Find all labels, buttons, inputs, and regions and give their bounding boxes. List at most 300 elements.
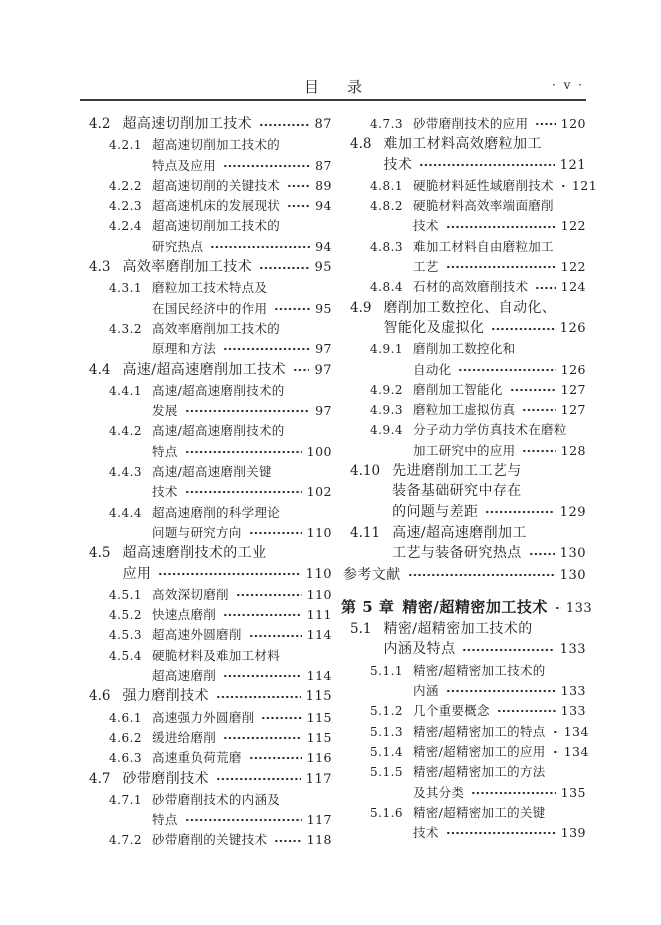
toc-entry-number: 4.7 <box>89 770 111 787</box>
toc-entry-number: 第 5 章 <box>341 597 395 616</box>
page-number: 128 <box>560 442 586 458</box>
toc-entry <box>341 701 586 721</box>
toc-entry-line <box>152 585 332 605</box>
toc-entry-title: 自动化 <box>413 361 452 377</box>
dot-leader <box>446 831 556 835</box>
page-number: 133 <box>565 600 593 616</box>
toc-entry <box>341 523 586 565</box>
toc-entry-number: 4.4.2 <box>109 424 143 439</box>
toc-entry-title: 高效率磨削加工技术 <box>122 259 253 276</box>
dot-leader <box>462 648 554 652</box>
toc-entry-title: 砂带磨削的关键技术 <box>152 832 268 848</box>
toc-entry <box>80 790 332 831</box>
toc-entry-number: 4.5.2 <box>109 608 143 623</box>
toc-entry-number: 4.2.1 <box>109 138 143 153</box>
toc-entry-line <box>152 196 332 216</box>
toc-entry-line <box>413 380 586 400</box>
toc-entry-line <box>122 564 332 585</box>
toc-entry-line <box>413 783 586 803</box>
toc-entry-number: 4.5.1 <box>109 587 143 602</box>
toc-entry-title: 磨粒加工技术特点及 <box>152 280 268 296</box>
page-number: 139 <box>560 825 586 841</box>
toc-entry-number: 5.1.2 <box>370 704 404 719</box>
toc-entry-title: 特点 <box>152 812 178 828</box>
toc-entry-title: 原理和方法 <box>152 341 217 357</box>
toc-entry <box>341 619 586 661</box>
toc-entry-number: 5.1.4 <box>370 744 404 759</box>
toc-entry-line <box>152 156 332 176</box>
toc-entry-number: 5.1.1 <box>370 663 404 678</box>
toc-entry-number: 4.11 <box>350 524 381 541</box>
toc-entry-line <box>152 401 332 421</box>
toc-entry <box>80 319 332 360</box>
toc-entry <box>80 176 332 196</box>
toc-entry-line <box>152 135 332 155</box>
toc-entry <box>341 461 586 523</box>
page-number: 110 <box>306 524 332 540</box>
toc-entry-title: 高速/超高速磨削关键 <box>152 464 272 480</box>
toc-entry-line <box>152 503 332 523</box>
toc-entry <box>80 585 332 605</box>
toc-entry-title: 砂带磨削技术的应用 <box>413 116 529 131</box>
toc-entry-line <box>152 830 332 850</box>
dot-leader <box>185 490 302 494</box>
page-title-char: 录 <box>347 78 363 96</box>
toc-entry-number: 4.5.4 <box>109 648 143 663</box>
toc-entry-title: 高效率磨削加工技术的 <box>152 320 281 336</box>
page-number: 97 <box>315 341 332 357</box>
dot-leader <box>446 265 556 269</box>
page-number: 117 <box>305 771 332 787</box>
toc-entry-line <box>152 339 332 359</box>
toc-entry-number: 4.2.4 <box>109 219 143 234</box>
page-number: 120 <box>560 116 586 131</box>
toc-entry-line <box>152 728 332 748</box>
toc-entry-line <box>383 155 586 176</box>
dot-leader <box>185 450 302 454</box>
dot-leader <box>223 736 302 740</box>
toc-entry-title: 高速强力外圆磨削 <box>152 709 255 725</box>
page-number: 87 <box>314 117 332 132</box>
page-number: 122 <box>560 218 586 234</box>
toc-entry-title: 硬脆材料延性域磨削技术 <box>413 177 554 193</box>
page-number: 133 <box>560 683 586 699</box>
page-number: 115 <box>306 729 332 745</box>
toc-entry <box>80 748 332 768</box>
page-number: 135 <box>560 784 586 800</box>
toc-entry-line <box>413 237 586 257</box>
toc-entry-title: 内涵及特点 <box>383 641 456 658</box>
toc-entry-number: 4.7.2 <box>109 833 143 848</box>
dot-leader <box>419 163 554 167</box>
toc-entry <box>80 421 332 462</box>
toc-entry-title: 研究热点 <box>152 238 204 254</box>
dot-leader <box>408 573 555 577</box>
toc-entry-line <box>413 661 586 681</box>
page-number: 121 <box>571 177 598 193</box>
toc-entry-title: 在国民经济中的作用 <box>152 300 268 316</box>
toc-entry-title: 特点 <box>152 443 178 459</box>
dot-leader <box>223 347 310 351</box>
toc-entry-title: 磨削加工智能化 <box>413 381 503 397</box>
toc-entry-line <box>152 237 332 257</box>
page-number: 114 <box>306 627 332 643</box>
toc-entry-title: 强力磨削技术 <box>122 688 209 705</box>
toc-columns <box>80 114 598 851</box>
toc-entry-title: 特点及应用 <box>152 157 217 173</box>
toc-entry <box>341 237 586 278</box>
toc-entry <box>80 686 332 707</box>
dot-leader <box>249 634 302 638</box>
toc-entry-line <box>383 134 586 154</box>
toc-entry-number: 5.1.5 <box>370 765 404 780</box>
toc-entry-title: 装备基础研究中存在 <box>392 483 522 500</box>
toc-entry <box>80 196 332 216</box>
page-number: 87 <box>315 157 332 173</box>
page-number: 115 <box>306 709 332 725</box>
toc-entry-title: 超高速切削加工技术的 <box>152 218 281 234</box>
toc-entry-line <box>122 769 332 790</box>
toc-entry-number: 4.6.2 <box>109 730 143 745</box>
toc-entry-title: 难加工材料自由磨粒加工 <box>413 238 554 254</box>
dot-leader <box>216 777 301 781</box>
toc-entry-number: 4.4 <box>89 361 111 378</box>
toc-entry-number: 4.2.2 <box>109 178 143 193</box>
toc-entry-line <box>152 462 332 482</box>
toc-entry-line <box>152 748 332 768</box>
toc-entry-line <box>392 461 586 481</box>
toc-entry-line <box>152 482 332 502</box>
toc-entry-title: 石材的高效磨削技术 <box>413 279 529 295</box>
page-title-char: 目 <box>303 78 319 96</box>
toc-entry-title: 分子动力学仿真技术在磨粒 <box>413 422 567 438</box>
dot-leader <box>491 327 554 331</box>
page-number: 117 <box>306 812 332 828</box>
toc-entry <box>341 339 586 380</box>
page-number: 115 <box>305 689 332 705</box>
folio-page-marker: · v · <box>551 78 584 92</box>
dot-leader <box>259 266 309 270</box>
page-number: 114 <box>306 668 332 684</box>
toc-entry-number: 4.3.2 <box>109 321 143 336</box>
toc-entry-line <box>152 176 332 196</box>
toc-entry-title: 加工研究中的应用 <box>413 442 516 458</box>
page-number: 111 <box>306 607 332 623</box>
toc-entry-line <box>383 298 586 318</box>
toc-entry <box>80 503 332 544</box>
page-number: 126 <box>559 320 586 336</box>
toc-entry-title: 超高速磨削的科学理论 <box>152 504 281 520</box>
dot-leader <box>210 245 310 249</box>
dot-leader <box>529 552 555 556</box>
toc-entry-title: 超高速磨削技术的工业 <box>122 545 267 562</box>
toc-entry-title: 精密/超精密加工的关键 <box>413 804 546 820</box>
toc-entry-number: 4.8.4 <box>370 280 404 295</box>
toc-entry-number: 4.10 <box>350 463 381 480</box>
toc-entry-number: 4.8.3 <box>370 239 404 254</box>
page-number: 121 <box>559 157 586 173</box>
toc-entry <box>341 176 598 196</box>
toc-entry-line <box>152 708 332 728</box>
dot-leader <box>553 730 559 734</box>
toc-entry-title: 问题与研究方向 <box>152 524 242 540</box>
dot-leader <box>535 286 555 290</box>
toc-entry-title: 超高速外圆磨削 <box>152 627 242 643</box>
dot-leader <box>522 408 555 412</box>
toc-entry-line <box>152 442 332 462</box>
toc-entry-title: 精密/超精密加工的方法 <box>413 764 546 780</box>
page-number: 102 <box>306 484 332 500</box>
page-number: 127 <box>560 381 586 397</box>
toc-entry-number: 5.1.6 <box>370 805 404 820</box>
toc-entry-title: 超高速切削加工技术的 <box>152 137 281 153</box>
toc-entry-title: 精密/超精密加工的应用 <box>413 743 546 759</box>
toc-entry-title: 的问题与差距 <box>392 503 479 520</box>
dot-leader <box>510 388 556 392</box>
toc-entry-line <box>413 722 589 742</box>
dot-leader <box>216 695 301 699</box>
dot-leader <box>446 689 556 693</box>
page-number: 95 <box>314 260 332 276</box>
toc-entry <box>80 769 332 790</box>
toc-entry-line <box>152 421 332 441</box>
toc-entry-line <box>413 681 586 701</box>
toc-entry-line <box>122 686 332 707</box>
page-number: 133 <box>559 642 586 658</box>
toc-entry <box>80 216 332 257</box>
toc-entry-line <box>152 605 332 625</box>
toc-entry-number: 4.9.3 <box>370 403 404 418</box>
toc-entry-number: 4.6.3 <box>109 751 143 766</box>
toc-entry-line <box>413 196 586 216</box>
toc-entry-line <box>122 543 332 563</box>
dot-leader <box>158 572 300 576</box>
toc-entry-number: 4.4.1 <box>109 383 143 398</box>
dot-leader <box>471 791 555 795</box>
toc-entry <box>80 625 332 645</box>
page-header <box>80 76 586 98</box>
toc-entry-title: 先进磨削加工工艺与 <box>392 463 522 480</box>
toc-entry-line <box>152 278 332 298</box>
toc-entry-number: 4.6.1 <box>109 710 143 725</box>
toc-entry-title: 工艺与装备研究热点 <box>392 545 522 562</box>
toc-entry <box>80 462 332 503</box>
toc-entry-title: 超高速切削加工技术 <box>122 116 253 132</box>
toc-entry-number: 4.4.3 <box>109 465 143 480</box>
toc-entry <box>341 722 589 742</box>
toc-entry-title: 砂带磨削技术的内涵及 <box>152 791 281 807</box>
toc-entry-line <box>413 762 586 782</box>
dot-leader <box>561 184 567 188</box>
toc-entry <box>341 762 586 803</box>
dot-leader <box>293 368 309 372</box>
toc-entry-title: 内涵 <box>413 683 439 699</box>
dot-leader <box>223 613 302 617</box>
page-number: 116 <box>306 750 332 766</box>
toc-entry-number: 4.6 <box>89 688 111 705</box>
dot-leader <box>249 531 302 535</box>
toc-entry-title: 及其分类 <box>413 784 465 800</box>
toc-entry-title: 发展 <box>152 403 178 419</box>
toc-entry-title: 技术 <box>152 484 178 500</box>
toc-entry-title: 磨粒加工虚拟仿真 <box>413 402 516 418</box>
page-number: 95 <box>315 300 332 316</box>
page-number: 97 <box>315 403 332 419</box>
toc-entry-number: 5.1 <box>350 621 372 638</box>
page-number: 134 <box>563 723 589 739</box>
toc-entry-title: 高速/超高速磨削技术的 <box>152 382 285 398</box>
toc-entry-line <box>383 619 586 639</box>
toc-entry-title: 高速重负荷荒磨 <box>152 750 242 766</box>
toc-entry <box>341 277 586 297</box>
toc-entry-line <box>392 481 586 501</box>
toc-entry-line <box>343 565 586 586</box>
dot-leader <box>287 204 310 208</box>
dot-leader <box>223 164 310 168</box>
toc-entry-number: 4.4.4 <box>109 505 143 520</box>
page-number: 126 <box>560 361 586 377</box>
toc-entry-line <box>413 742 589 762</box>
toc-entry-title: 精密/超精密加工技术的 <box>413 662 546 678</box>
toc-entry-line <box>413 114 586 134</box>
dot-leader <box>185 409 310 413</box>
dot-leader <box>553 750 559 754</box>
toc-entry <box>341 380 586 400</box>
toc-entry <box>341 742 589 762</box>
toc-entry-title: 磨削加工数控化和 <box>413 341 516 357</box>
page-number: 118 <box>306 832 332 848</box>
toc-entry-title: 高速/超高速磨削加工 <box>392 524 527 541</box>
dot-leader <box>274 839 301 843</box>
toc-entry-title: 超高速磨削 <box>152 668 217 684</box>
toc-entry-title: 缓进给磨削 <box>152 729 217 745</box>
toc-entry-line <box>152 381 332 401</box>
toc-entry-line <box>152 625 332 645</box>
toc-entry-title: 高效深切磨削 <box>152 586 229 602</box>
toc-entry-line <box>413 339 586 359</box>
dot-leader <box>274 307 310 311</box>
toc-entry-title: 工艺 <box>413 259 439 275</box>
toc-entry-number: 4.9 <box>350 299 372 316</box>
page-number: 89 <box>315 177 332 193</box>
toc-entry-line <box>152 810 332 830</box>
toc-entry-number: 4.3 <box>89 259 111 276</box>
toc-entry-title: 技术 <box>413 825 439 841</box>
toc-entry-line <box>413 176 598 196</box>
dot-leader <box>497 709 556 713</box>
toc-entry-line <box>152 299 332 319</box>
toc-entry-title: 精密/超精密加工技术 <box>402 597 548 616</box>
toc-entry <box>341 420 586 461</box>
page-number: 110 <box>305 566 332 582</box>
toc-entry-line <box>413 257 586 277</box>
toc-entry-title: 应用 <box>122 565 152 582</box>
toc-entry-number: 4.7.3 <box>370 117 404 131</box>
toc-entry-line <box>402 597 593 619</box>
dot-leader <box>522 449 555 453</box>
toc-entry-line <box>413 216 586 236</box>
toc-entry-number: 4.5 <box>89 545 111 562</box>
toc-entry-line <box>152 646 332 666</box>
page-number: 134 <box>563 743 589 759</box>
dot-leader <box>446 225 556 229</box>
toc-entry-line <box>152 319 332 339</box>
dot-leader <box>259 123 309 127</box>
dot-leader <box>261 716 301 720</box>
toc-entry-line <box>152 790 332 810</box>
toc-entry-line <box>383 318 586 339</box>
toc-entry-line <box>392 543 586 564</box>
toc-entry-title: 硬脆材料及难加工材料 <box>152 647 281 663</box>
toc-entry <box>80 278 332 319</box>
toc-entry-number: 4.9.2 <box>370 382 404 397</box>
toc-column-left <box>80 114 332 851</box>
toc-column-right <box>341 114 598 851</box>
dot-leader <box>458 368 555 372</box>
toc-entry <box>80 728 332 748</box>
toc-entry-title: 磨削加工数控化、自动化、 <box>383 299 557 316</box>
dot-leader <box>535 122 555 126</box>
toc-entry <box>341 565 586 586</box>
toc-entry-title: 智能化及虚拟化 <box>383 319 485 336</box>
dot-leader <box>223 674 302 678</box>
toc-entry-line <box>413 400 586 420</box>
toc-entry-line <box>413 277 586 297</box>
toc-entry-line <box>413 360 586 380</box>
toc-entry-title: 精密/超精密加工的特点 <box>413 723 546 739</box>
toc-entry-title: 几个重要概念 <box>413 703 490 719</box>
toc-entry-title: 砂带磨削技术 <box>122 770 209 787</box>
toc-entry <box>80 708 332 728</box>
toc-entry-line <box>152 216 332 236</box>
page-number: 110 <box>306 586 332 602</box>
toc-entry-line <box>122 114 332 135</box>
toc-entry-line <box>392 523 586 543</box>
dot-leader <box>185 818 302 822</box>
toc-entry-line <box>413 701 586 721</box>
toc-entry <box>80 135 332 176</box>
toc-entry-line <box>122 257 332 278</box>
toc-entry-number: 4.9.1 <box>370 342 404 357</box>
header-rule <box>80 99 586 101</box>
toc-entry-title: 技术 <box>413 218 439 234</box>
toc-entry <box>80 830 332 850</box>
dot-leader <box>555 606 561 610</box>
toc-entry-line <box>413 420 586 440</box>
toc-entry-line <box>152 666 332 686</box>
toc-entry-title: 超高速机床的发展现状 <box>152 198 281 214</box>
toc-entry-number: 4.7.1 <box>109 792 143 807</box>
dot-leader <box>287 184 310 188</box>
toc-entry-number: 4.8.2 <box>370 199 404 214</box>
toc-entry <box>80 114 332 135</box>
page-number: 100 <box>306 443 332 459</box>
toc-entry-line <box>392 502 586 523</box>
toc-entry-title: 超高速切削的关键技术 <box>152 177 281 193</box>
toc-entry-line <box>413 823 586 843</box>
toc-entry <box>80 543 332 585</box>
dot-leader <box>249 756 302 760</box>
toc-entry-number: 4.3.1 <box>109 281 143 296</box>
page-number: 94 <box>315 198 332 214</box>
toc-entry <box>341 803 586 844</box>
toc-entry-title: 精密/超精密加工技术的 <box>383 621 533 638</box>
toc-entry-number: 4.8.1 <box>370 178 404 193</box>
toc-entry <box>341 114 586 134</box>
toc-entry-number: 4.8 <box>350 136 372 153</box>
page-number: 122 <box>560 259 586 275</box>
toc-entry-title: 难加工材料高效磨粒加工 <box>383 136 542 153</box>
